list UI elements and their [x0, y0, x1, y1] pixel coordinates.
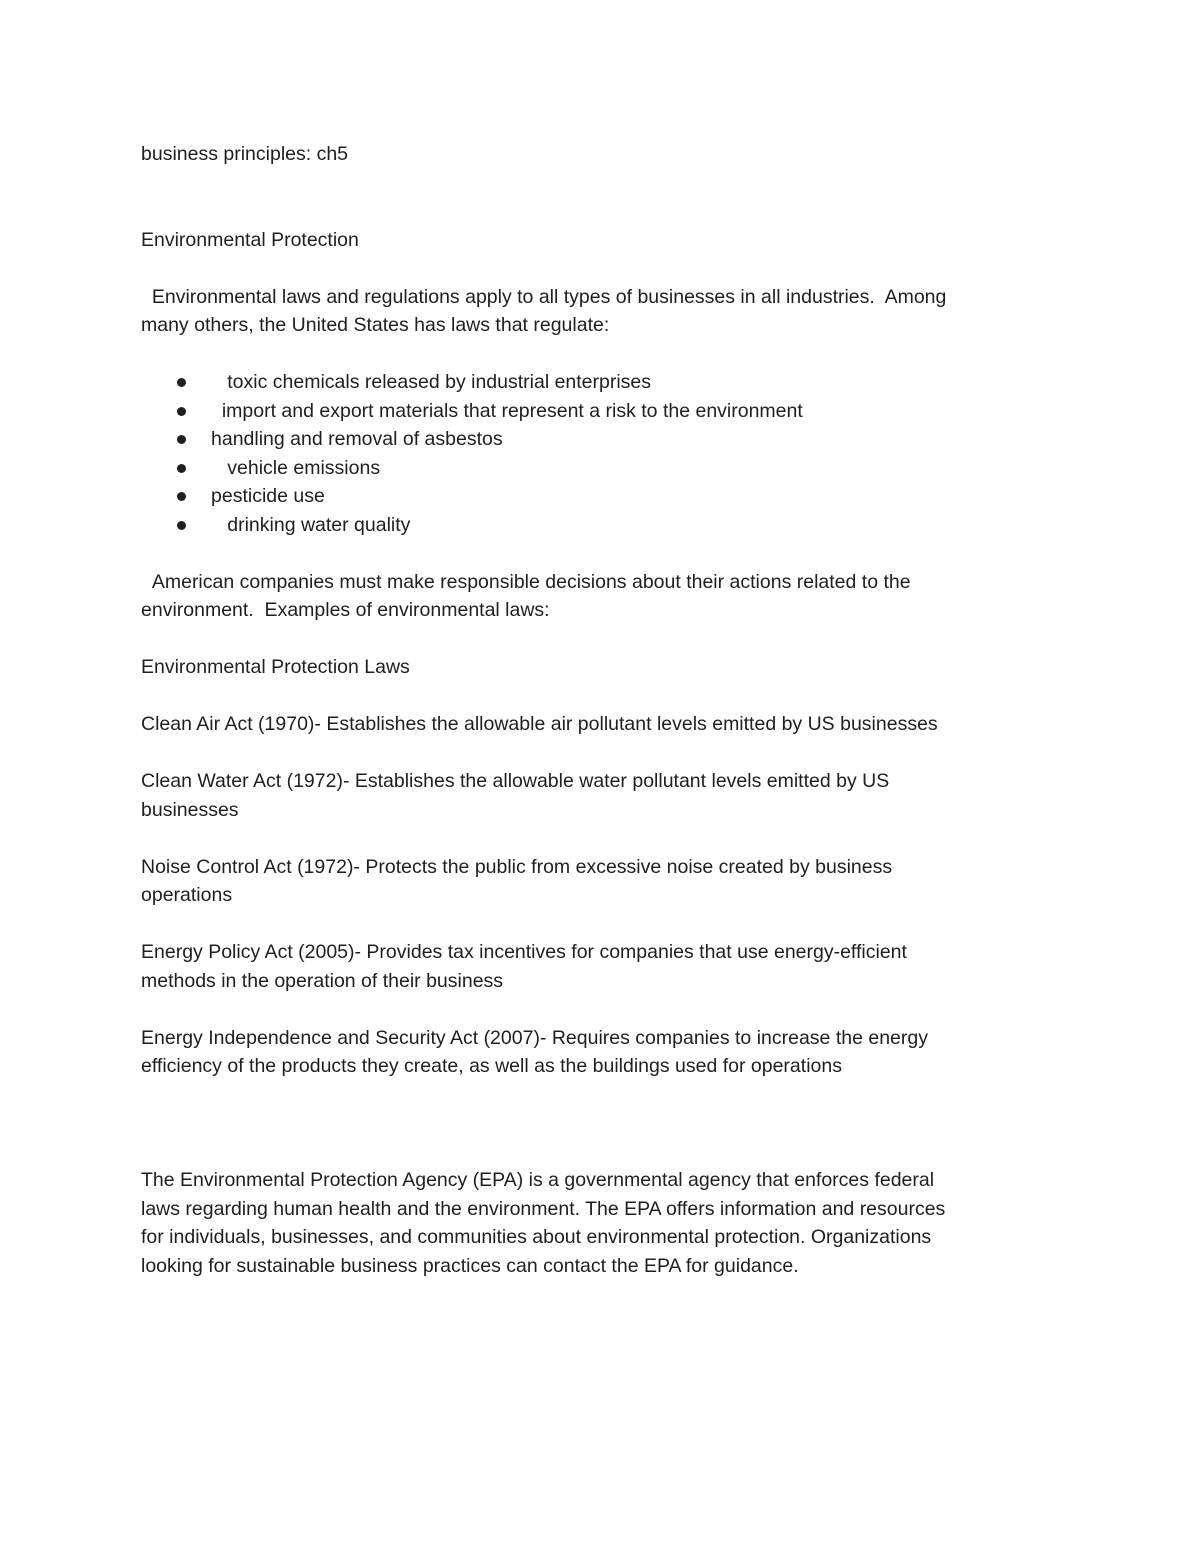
bullet-icon: [177, 435, 186, 444]
bullet-icon: [177, 464, 186, 473]
section-heading: Environmental Protection: [141, 228, 359, 251]
spacer: [141, 340, 1041, 369]
law-clean-water-act-line-2: businesses: [141, 798, 239, 821]
companies-paragraph-line-2: environment. Examples of environmental laws:: [141, 599, 550, 621]
regulation-list: [141, 368, 1041, 539]
document-title: business principles: ch5: [141, 143, 349, 165]
list-item: drinking water quality: [141, 511, 1041, 540]
list-item: toxic chemicals released by industrial enterprises: [141, 368, 1041, 397]
laws-heading: Environmental Protection Laws: [141, 656, 410, 678]
spacer: [141, 910, 1041, 939]
law-energy-policy-act-line-1: Energy Policy Act (2005)- Provides tax incentives for companies that use energy-efficient: [141, 941, 907, 963]
list-item: vehicle emissions: [141, 454, 1041, 483]
intro-paragraph-line-1: Environmental laws and regulations apply to all types of businesses in all industries. Among: [141, 285, 947, 308]
list-item: import and export materials that represent a risk to the environment: [141, 397, 1041, 426]
epa-paragraph-line-2: laws regarding human health and the environment. The EPA offers information and resources: [141, 1197, 946, 1220]
spacer: [141, 1081, 1041, 1110]
spacer: [141, 1109, 1041, 1138]
epa-paragraph-line-4: looking for sustainable business practices can contact the EPA for guidance.: [141, 1254, 799, 1277]
spacer: [141, 739, 1041, 768]
bullet-icon: [177, 378, 186, 387]
spacer: [141, 824, 1041, 853]
list-item: handling and removal of asbestos: [141, 425, 1041, 454]
spacer: [141, 625, 1041, 654]
spacer: [141, 1138, 1041, 1167]
bullet-icon: [177, 492, 186, 501]
intro-paragraph-line-2: many others, the United States has laws that regulate:: [141, 314, 610, 336]
bullet-icon: [177, 521, 186, 530]
law-energy-independence-act-line-1: Energy Independence and Security Act (2007)- Requires companies to increase the energy: [141, 1026, 928, 1049]
spacer: [141, 682, 1041, 711]
bullet-icon: [177, 407, 186, 416]
companies-paragraph-line-1: American companies must make responsible decisions about their actions related to the: [141, 570, 911, 593]
law-energy-policy-act-line-2: methods in the operation of their business: [141, 969, 504, 992]
spacer: [141, 254, 1041, 283]
spacer: [141, 197, 1041, 226]
spacer: [141, 995, 1041, 1024]
law-noise-control-act-line-2: operations: [141, 884, 233, 906]
list-item: pesticide use: [141, 482, 1041, 511]
epa-paragraph-line-3: for individuals, businesses, and communities about environmental protection. Organizations: [141, 1226, 932, 1248]
law-energy-independence-act-line-2: efficiency of the products they create, as well as the buildings used for operations: [141, 1055, 842, 1077]
law-noise-control-act-line-1: Noise Control Act (1972)- Protects the public from excessive noise created by business: [141, 855, 893, 878]
epa-paragraph-line-1: The Environmental Protection Agency (EPA) is a governmental agency that enforces federal: [141, 1169, 935, 1191]
document-body: [141, 140, 1041, 1280]
spacer: [141, 169, 1041, 198]
law-clean-water-act-line-1: Clean Water Act (1972)- Establishes the allowable water pollutant levels emitted by US: [141, 770, 890, 792]
law-clean-air-act: Clean Air Act (1970)- Establishes the allowable air pollutant levels emitted by US businesses: [141, 713, 938, 735]
spacer: [141, 539, 1041, 568]
